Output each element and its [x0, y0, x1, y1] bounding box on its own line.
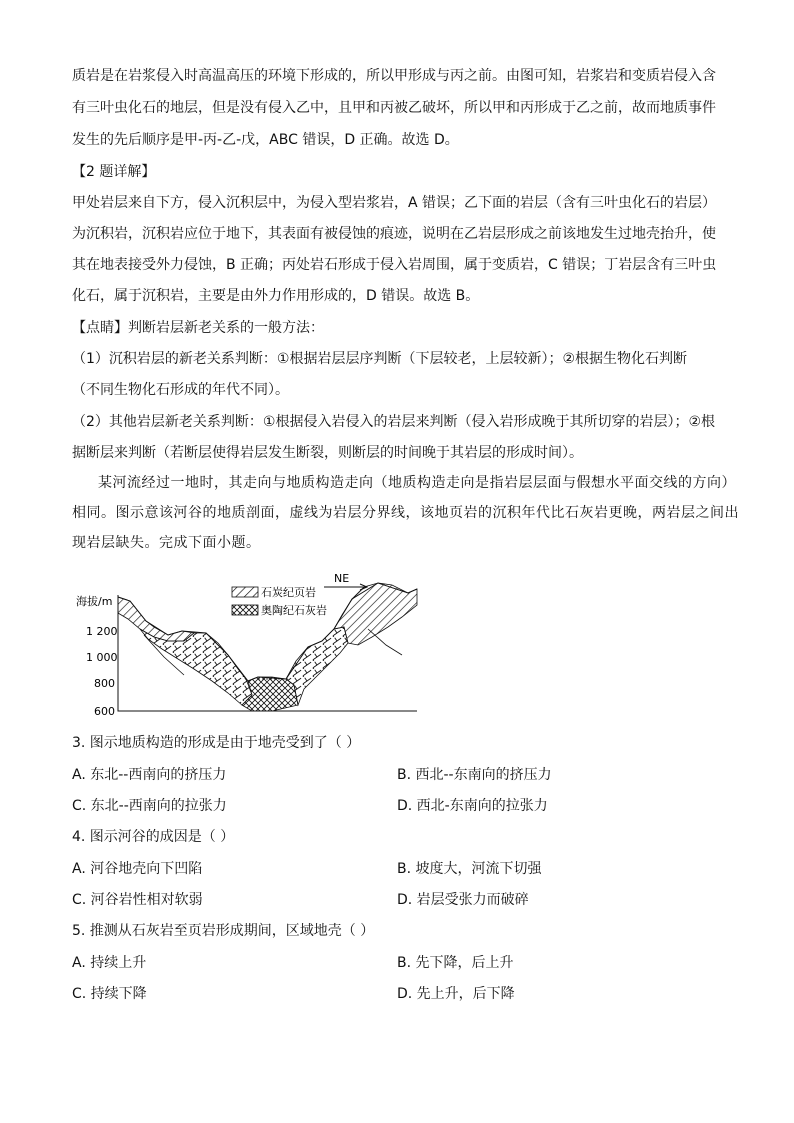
- y-tick-label: 1 000: [86, 651, 118, 664]
- y-tick-label: 600: [94, 705, 115, 718]
- option-d[interactable]: D. 先上升，后下降: [397, 986, 515, 1002]
- intro-text-line: 现岩层缺失。完成下面小题。: [72, 535, 261, 551]
- option-b[interactable]: B. 先下降，后上升: [397, 955, 514, 971]
- question-stem: 5. 推测从石灰岩至页岩形成期间，区域地壳（ ）: [72, 923, 375, 939]
- option-c[interactable]: C. 持续下降: [72, 986, 147, 1002]
- option-b[interactable]: B. 坡度大，河流下切强: [397, 861, 542, 877]
- intro-text-line: 相同。图示意该河谷的地质剖面，虚线为岩层分界线，该地页岩的沉积年代比石灰岩更晚，两岩层之间出: [72, 505, 739, 521]
- left-shale-layer: [118, 597, 194, 641]
- option-b[interactable]: B. 西北--东南向的挤压力: [397, 767, 552, 783]
- left-limestone-layer: [140, 629, 252, 705]
- option-d[interactable]: D. 西北-东南向的拉张力: [397, 798, 548, 814]
- tip-text-line: （2）其他岩层新老关系判断：①根据侵入岩侵入的岩层来判断（侵入岩形成晚于其所切穿的岩层）；②根: [72, 414, 716, 430]
- answer-text-line: 甲处岩层来自下方，侵入沉积层中，为侵入型岩浆岩，A 错误；乙下面的岩层（含有三叶虫化石的岩层）: [72, 195, 717, 211]
- question-stem: 3. 图示地质构造的形成是由于地壳受到了（ ）: [72, 735, 361, 751]
- legend-shale-swatch: [232, 587, 258, 597]
- answer-text-line: 有三叶虫化石的地层，但是没有侵入乙中，且甲和丙被乙破坏，所以甲和丙形成于乙之前，故而地质事件: [72, 100, 716, 116]
- tip-text-line: 据断层来判断（若断层使得岩层发生断裂，则断层的时间晚于其岩层的形成时间）。: [72, 445, 583, 461]
- tip-text-line: （不同生物化石形成的年代不同）。: [72, 382, 289, 398]
- y-tick-label: 800: [94, 677, 115, 690]
- answer-text-line: 发生的先后顺序是甲-丙-乙-戊，ABC 错误，D 正确。故选 D。: [72, 132, 459, 148]
- option-d[interactable]: D. 岩层受张力而破碎: [397, 892, 529, 908]
- intro-text-line: 某河流经过一地时，其走向与地质构造走向（地质构造走向是指岩层层面与假想水平面交线的方向）: [98, 475, 736, 491]
- answer-text-line: 质岩是在岩浆侵入时高温高压的环境下形成的，所以甲形成与丙之前。由图可知，岩浆岩和变质岩侵入含: [72, 68, 716, 84]
- answer-text-line: 为沉积岩，沉积岩应位于地下，其表面有被侵蚀的痕迹，说明在乙岩层形成之前该地发生过地壳抬升，使: [72, 226, 716, 242]
- answer-text-line: 其在地表接受外力侵蚀，B 正确；丙处岩石形成于侵入岩周围，属于变质岩，C 错误；丁岩层含有三叶虫: [72, 257, 717, 273]
- option-a[interactable]: A. 持续上升: [72, 955, 147, 971]
- question-stem: 4. 图示河谷的成因是（ ）: [72, 829, 235, 845]
- direction-label: NE: [334, 572, 350, 585]
- section-header: 【2 题详解】: [72, 164, 156, 180]
- legend-limestone-swatch: [232, 605, 258, 615]
- y-axis-label: 海拔/m: [76, 595, 113, 608]
- answer-text-line: 化石，属于沉积岩，主要是由外力作用形成的，D 错误。故选 B。: [72, 288, 480, 304]
- tip-header: 【点睛】判断岩层新老关系的一般方法：: [72, 320, 324, 336]
- legend-limestone-label: 奥陶纪石灰岩: [261, 604, 327, 617]
- option-c[interactable]: C. 东北--西南向的拉张力: [72, 798, 227, 814]
- legend-shale-label: 石炭纪页岩: [261, 586, 316, 599]
- option-c[interactable]: C. 河谷岩性相对软弱: [72, 892, 203, 908]
- geological-section-figure: [72, 565, 432, 720]
- option-a[interactable]: A. 东北--西南向的挤压力: [72, 767, 227, 783]
- option-a[interactable]: A. 河谷地壳向下凹陷: [72, 861, 203, 877]
- y-tick-label: 1 200: [86, 625, 118, 638]
- tip-text-line: （1）沉积岩层的新老关系判断：①根据岩层层序判断（下层较老，上层较新）；②根据生物化石判断: [72, 351, 688, 367]
